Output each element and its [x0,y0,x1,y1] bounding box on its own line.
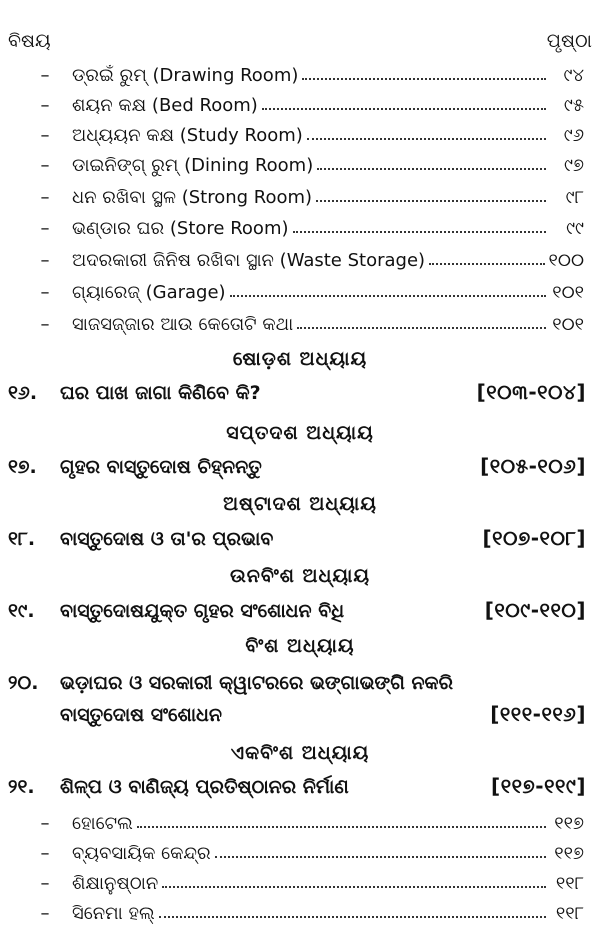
chapter-title: ବାସ୍ତୁଦୋଷ ଓ ତା'ର ପ୍ରଭାବ [60,528,274,550]
chapter-number: ୧୮. [8,528,36,550]
entry-page: ୧୧୮ [555,872,584,894]
chapter-page-range: [୧୦୩-୧୦୪] [476,380,586,404]
entry-dash: – [40,124,50,146]
entry-title: ସିନେମା ହଲ୍ [72,902,155,924]
chapter-page-range: [୧୧୧-୧୧୬] [490,702,586,726]
entry-dash: – [40,64,50,86]
dot-leader [307,138,546,140]
chapter-row [0,524,600,556]
entry-dash: – [40,812,50,834]
chapter-title: ବାସ୍ତୁଦୋଷଯୁକ୍ତ ଗୃହର ସଂଶୋଧନ ବିଧି [60,600,345,622]
entry-title: ଶିକ୍ଷାନୁଷ୍ଠାନ [72,872,159,894]
chapter-heading: ଷୋଡ଼ଶ ଅଧ୍ୟାୟ [232,348,368,370]
toc-entry [0,150,600,180]
dot-leader [162,886,546,888]
entry-dash: – [40,872,50,894]
entry-title: ଅଦରକାରୀ ଜିନିଷ ରଖିବା ସ୍ଥାନ (Waste Storage) [72,249,426,271]
toc-entry [0,182,600,212]
dot-leader [159,916,546,918]
toc-entry [0,245,600,275]
entry-dash: – [40,217,50,239]
chapter-title: ଘର ପାଖ ଜାଗା କିଣିବେ କି? [60,382,261,404]
entry-title: ହୋଟେଲ [72,812,133,834]
dot-leader [429,263,544,265]
chapter-page-range: [୧୦୭-୧୦୮] [482,526,586,550]
toc-entry [0,898,600,928]
chapter-number: ୨୦. [8,672,39,694]
chapter-heading: ସପ୍ତଦଶ ଅଧ୍ୟାୟ [226,422,374,444]
dot-leader [215,856,546,858]
toc-entry [0,808,600,838]
chapter-heading: ବିଂଶ ଅଧ୍ୟାୟ [245,635,355,657]
chapter-number: ୧୬. [8,382,38,404]
entry-title: ଶୟନ କକ୍ଷ (Bed Room) [72,94,258,116]
entry-page: ୯୪ [563,64,584,86]
chapter-title: ଭଡ଼ାଘର ଓ ସରକାରୀ କ୍ୱାଟରରେ ଭଙ୍ଗାଭଙ୍ଗି ନକରି [60,672,453,694]
chapter-heading: ଏକବିଂଶ ଅଧ୍ୟାୟ [230,742,370,764]
entry-page: ୯୫ [563,94,584,116]
entry-dash: – [40,154,50,176]
entry-page: ୯୯ [566,217,584,239]
toc-entry [0,60,600,90]
chapter-number: ୨୧. [8,776,35,798]
chapter-number: ୧୭. [8,456,37,478]
entry-title: ଅଧ୍ୟୟନ କକ୍ଷ (Study Room) [72,124,303,146]
chapter-page-range: [୧୧୭-୧୧୯] [491,774,586,798]
chapter-number: ୧୯. [8,600,35,622]
dot-leader [293,231,547,233]
entry-title: ଡ୍ରଇଁ ରୁମ୍ (Drawing Room) [72,64,299,86]
entry-title: ଧନ ରଖିବା ସ୍ଥଳ (Strong Room) [72,186,313,208]
entry-title: ଡାଇନିଙ୍ଗ୍ ରୁମ୍ (Dining Room) [72,154,314,176]
toc-entry [0,309,600,339]
entry-page: ୧୧୮ [555,902,584,924]
chapter-title: ଗୃହର ବାସ୍ତୁଦୋଷ ଚିହ୍ନନ୍ତୁ [60,456,262,478]
dot-leader [316,200,546,202]
toc-entry [0,868,600,898]
entry-page: ୧୦୦ [548,249,584,271]
entry-dash: – [40,94,50,116]
dot-leader [262,108,546,110]
dot-leader [302,78,546,80]
entry-dash: – [40,313,50,335]
entry-page: ୯୭ [564,154,584,176]
entry-page: ୧୧୭ [554,842,584,864]
toc-entry [0,120,600,150]
entry-title: ବ୍ୟବସାୟିକ କେନ୍ଦ୍ର [72,842,211,864]
dot-leader [230,295,546,297]
toc-entry [0,213,600,243]
chapter-row [0,668,600,734]
entry-page: ୧୦୧ [552,281,584,303]
dot-leader [297,327,546,329]
entry-page: ୧୦୧ [552,313,584,335]
entry-dash: – [40,842,50,864]
chapter-heading: ଅଷ୍ଟାଦଶ ଅଧ୍ୟାୟ [223,493,377,515]
entry-title: ସାଜସଜ୍ଜାର ଆଉ କେତୋଟି କଥା [72,313,294,335]
toc-entry [0,90,600,120]
entry-page: ୯୬ [563,124,584,146]
chapter-page-range: [୧୦୯-୧୧୦] [484,598,586,622]
entry-page: ୧୧୭ [554,812,584,834]
entry-title: ଭଣ୍ଡାର ଘର (Store Room) [72,217,289,239]
toc-header [8,30,592,60]
chapter-page-range: [୧୦୫-୧୦୬] [480,454,586,478]
entry-dash: – [40,249,50,271]
chapter-title-continuation: ବାସ୍ତୁଦୋଷ ସଂଶୋଧନ [60,704,222,726]
entry-title: ଗ୍ୟାରେଜ୍ (Garage) [72,281,226,303]
chapter-row [0,772,600,804]
toc-entry [0,277,600,307]
subject-column-heading: ବିଷୟ [8,30,51,52]
chapter-row [0,452,600,484]
entry-dash: – [40,186,50,208]
dot-leader [317,168,546,170]
toc-entry [0,838,600,868]
entry-dash: – [40,902,50,924]
page-column-heading: ପୃଷ୍ଠା [546,30,592,52]
chapter-title: ଶିଳ୍ପ ଓ ବାଣିଜ୍ୟ ପ୍ରତିଷ୍ଠାନର ନିର୍ମାଣ [60,776,349,798]
chapter-row [0,378,600,410]
entry-page: ୯୮ [565,186,584,208]
entry-dash: – [40,281,50,303]
chapter-row [0,596,600,628]
chapter-heading: ଉନବିଂଶ ଅଧ୍ୟାୟ [229,565,371,587]
dot-leader [137,826,546,828]
